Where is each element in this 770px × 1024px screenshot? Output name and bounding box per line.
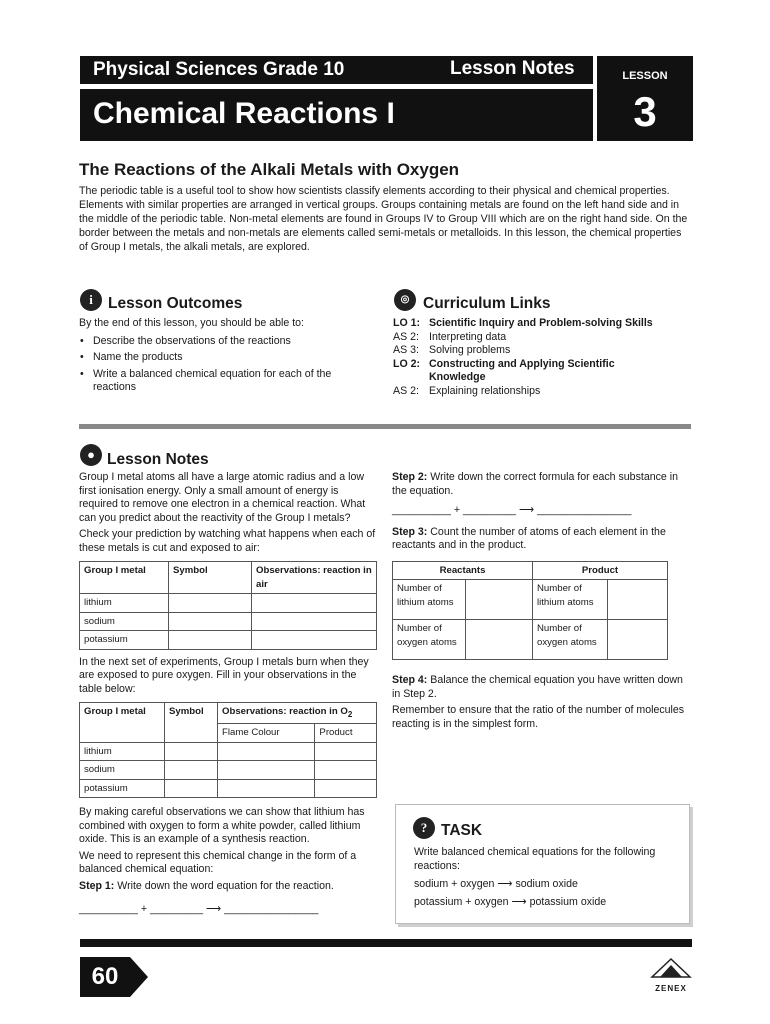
curriculum-text: Interpreting data [429, 330, 507, 343]
lesson-number: 3 [633, 88, 657, 135]
count-cell[interactable] [466, 620, 533, 660]
atom-label: Number of oxygen atoms [533, 620, 608, 660]
blank-equation[interactable]: __________ + _________ ⟶ ________________ [392, 504, 632, 516]
step-4-note: Remember to ensure that the ratio of the number of molecules reacting is in the simplest form. [392, 704, 685, 730]
table-subheader: Product [315, 724, 377, 743]
curriculum-text: Solving problems [429, 344, 511, 356]
outcomes-lead: By the end of this lesson, you should be able to: [79, 317, 304, 329]
step-text: Balance the chemical equation you have written down in Step 2. [392, 674, 683, 700]
task-heading: TASK [441, 822, 483, 839]
page-title: Chemical Reactions I [93, 97, 395, 130]
footer-bar [80, 939, 692, 947]
curriculum-icon: ◎ [394, 289, 416, 311]
air-observation-table [79, 561, 377, 650]
step-2 [392, 471, 692, 498]
task-equation: sodium + oxygen ⟶ sodium oxide [414, 878, 578, 890]
table-row [80, 594, 377, 613]
notes-paragraph: Check your prediction by watching what happens when each of these metals is cut and exposed to air: [79, 528, 376, 554]
product-cell[interactable] [315, 779, 377, 798]
metal-cell: lithium [80, 742, 165, 761]
info-icon: i [80, 289, 102, 311]
atom-count-table [392, 561, 668, 661]
outcomes-block [79, 317, 369, 398]
flame-cell[interactable] [218, 742, 315, 761]
flame-cell[interactable] [218, 779, 315, 798]
metal-cell: sodium [80, 612, 169, 631]
atom-label: Number of lithium atoms [393, 580, 466, 620]
step-text: Write down the word equation for the reaction. [117, 879, 334, 892]
curriculum-line [393, 385, 691, 399]
count-cell[interactable] [466, 580, 533, 620]
observation-cell[interactable] [252, 594, 377, 613]
metal-cell: sodium [80, 761, 165, 780]
task-content [414, 846, 674, 909]
step-text: Write down the correct formula for each substance in the equation. [392, 471, 678, 497]
notes-heading: Lesson Notes [107, 451, 209, 468]
curriculum-code: AS 2: [393, 384, 419, 397]
lesson-notes-label: Lesson Notes [450, 58, 575, 79]
curriculum-line [393, 344, 691, 358]
symbol-cell[interactable] [165, 761, 218, 780]
outcome-item: • Write a balanced chemical equation for each of the reactions [79, 368, 353, 395]
outcomes-heading: Lesson Outcomes [108, 295, 243, 312]
observations-o2-label: Observations: reaction in O [222, 706, 348, 717]
step-label: Step 2: [392, 471, 428, 483]
curriculum-line [393, 358, 691, 385]
observation-cell[interactable] [252, 612, 377, 631]
notes-right-column [392, 471, 692, 731]
symbol-cell[interactable] [169, 594, 252, 613]
metal-cell: potassium [80, 779, 165, 798]
step-label: Step 3: [392, 525, 428, 538]
table-header: Symbol [169, 562, 252, 594]
task-equation: potassium + oxygen ⟶ potassium oxide [414, 895, 607, 908]
metal-cell: potassium [80, 631, 169, 650]
page-arrow [130, 957, 148, 997]
curriculum-code: AS 3: [393, 344, 419, 356]
symbol-cell[interactable] [169, 612, 252, 631]
curriculum-list [393, 317, 691, 398]
table-header: Observations: reaction in air [252, 562, 377, 594]
atom-label: Number of oxygen atoms [393, 620, 466, 660]
symbol-cell[interactable] [169, 631, 252, 650]
table-header: Group I metal [80, 562, 169, 594]
task-text: Write balanced chemical equations for the following reactions: [414, 846, 656, 872]
outcome-item: • Name the products [79, 351, 369, 365]
flame-cell[interactable] [218, 761, 315, 780]
notes-paragraph: By making careful observations we can show that lithium has combined with oxygen to form a white powder, called lithium oxide. This is an example of a synthesis reaction. [79, 806, 365, 846]
question-icon: ? [413, 817, 435, 839]
notes-paragraph: We need to represent this chemical change in the form of a balanced chemical equation: [79, 849, 357, 876]
table-header: Group I metal [80, 703, 165, 743]
count-cell[interactable] [608, 620, 668, 660]
step-text: Count the number of atoms of each element in the reactants and in the product. [392, 525, 666, 551]
product-cell[interactable] [315, 742, 377, 761]
symbol-cell[interactable] [165, 779, 218, 798]
notes-paragraph: Group I metal atoms all have a large atomic radius and a low first ionisation energy. Only a small amount of energy is required to remove one electron in a chemical reaction. What can you predict about the reactivity of the Group I metals? [79, 471, 366, 524]
page-number: 60 [80, 957, 130, 997]
curriculum-text: Constructing and Applying Scientific Knowledge [429, 357, 615, 383]
outcome-item: • Describe the observations of the reactions [79, 335, 369, 349]
table-subheader: Flame Colour [218, 724, 315, 743]
curriculum-code: AS 2: [393, 330, 419, 343]
curriculum-text: Explaining relationships [429, 384, 541, 397]
step-1 [79, 880, 377, 894]
count-cell[interactable] [608, 580, 668, 620]
step-label: Step 4: [392, 674, 428, 686]
metal-cell: lithium [80, 594, 169, 613]
table-header: Reactants [393, 561, 533, 580]
table-header: Product [533, 561, 668, 580]
table-row [80, 612, 377, 631]
curriculum-text: Scientific Inquiry and Problem-solving Skills [429, 317, 653, 329]
intro-paragraph: The periodic table is a useful tool to show how scientists classify elements according to their physical and chemical properties. Elements with similar properties are arranged in vertical groups. Groups containing metals are found on the left hand side and in the middle of the periodic table. Non-metal elements are found in Groups IV to Group VIII which are on the right hand side. On the border between the metals and non-metals are elements called semi-metals or metalloids. In this lesson, the chemical properties of Group I metals, the alkali metals, are explored. [79, 185, 688, 254]
atom-label: Number of lithium atoms [533, 580, 608, 620]
section-divider [79, 424, 691, 429]
observation-cell[interactable] [252, 631, 377, 650]
subscript: 2 [347, 709, 353, 719]
blank-equation[interactable]: __________ + _________ ⟶ ________________ [79, 903, 319, 916]
curriculum-code: LO 2: [393, 357, 421, 370]
table-header: Symbol [165, 703, 218, 743]
section-title: The Reactions of the Alkali Metals with Oxygen [79, 160, 460, 179]
step-3 [392, 526, 692, 553]
notes-left-column [79, 471, 377, 917]
curriculum-line [393, 331, 691, 345]
step-label: Step 1: [79, 879, 115, 892]
publisher-logo [650, 957, 692, 993]
lesson-label: LESSON [622, 70, 668, 82]
symbol-cell[interactable] [165, 742, 218, 761]
table-header [218, 703, 377, 724]
subject-label: Physical Sciences Grade 10 [93, 59, 345, 80]
curriculum-heading: Curriculum Links [423, 295, 551, 312]
step-4 [392, 674, 692, 701]
curriculum-code: LO 1: [393, 317, 421, 329]
notes-paragraph: In the next set of experiments, Group I metals burn when they are exposed to pure oxygen. Fill in your observations in the table below: [79, 655, 369, 695]
logo-text: ZENEX [655, 984, 687, 993]
curriculum-line [393, 317, 691, 331]
magnifier-icon: ● [80, 444, 102, 466]
oxygen-observation-table [79, 702, 377, 798]
logo-mountain-icon [650, 957, 692, 979]
product-cell[interactable] [315, 761, 377, 780]
table-row [80, 631, 377, 650]
